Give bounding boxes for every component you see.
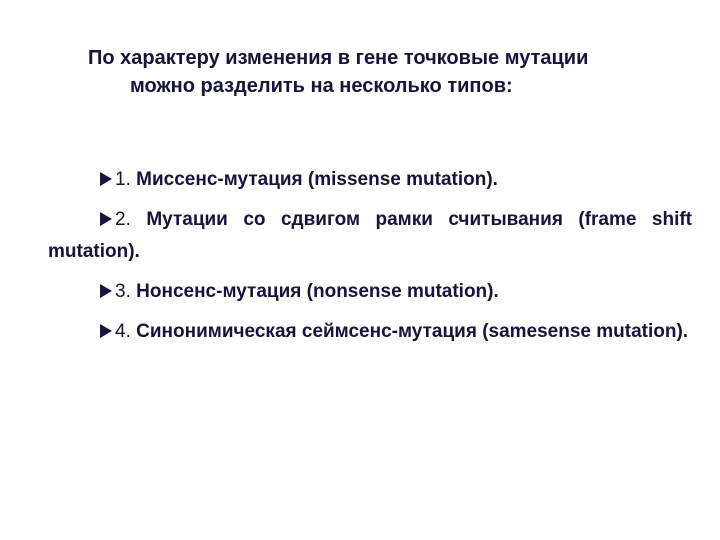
arrow-right-icon	[100, 212, 112, 226]
item-text: Миссенс-мутация (missense mutation).	[136, 169, 498, 190]
arrow-right-icon	[100, 172, 112, 186]
list-item	[48, 164, 692, 196]
intro-line-2: можно разделить на несколько типов:	[130, 75, 513, 97]
item-text: Нонсенс-мутация (nonsense mutation).	[136, 281, 499, 302]
list-item	[48, 204, 692, 268]
list-item	[48, 276, 692, 308]
arrow-right-icon	[100, 324, 112, 338]
item-number: 2.	[115, 209, 131, 230]
item-number: 1.	[115, 169, 131, 190]
arrow-right-icon	[100, 284, 112, 298]
item-text: Синонимическая сеймсенс-мутация (samesense mutation).	[136, 321, 689, 342]
item-number: 4.	[115, 321, 131, 342]
list-item	[48, 316, 692, 348]
item-text: Мутации со сдвигом рамки считывания (frame shift mutation).	[48, 209, 693, 262]
mutation-types-list	[48, 164, 692, 356]
intro-line-1: По характеру изменения в гене точковые мутации	[88, 47, 589, 69]
intro-text	[88, 44, 698, 100]
item-number: 3.	[115, 281, 131, 302]
